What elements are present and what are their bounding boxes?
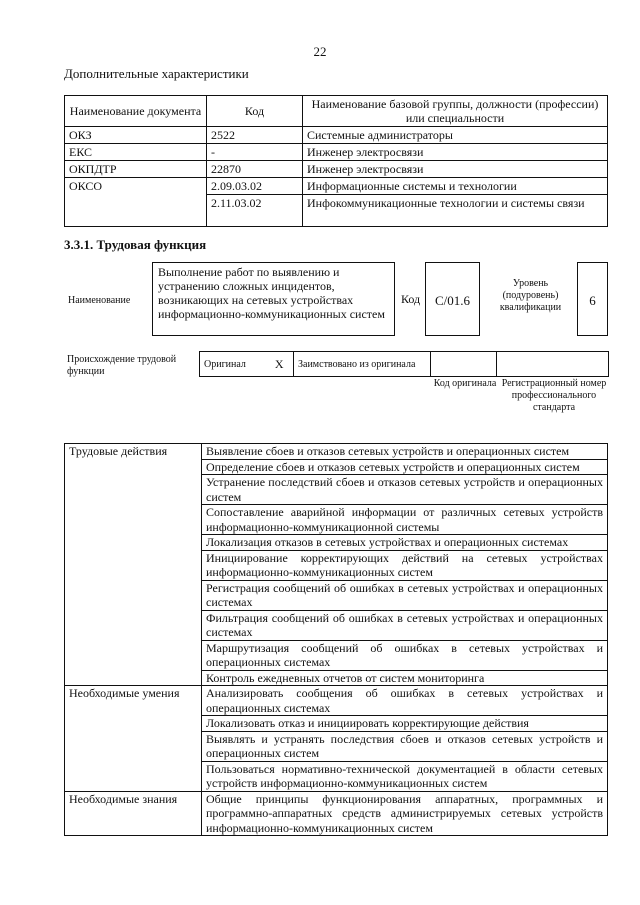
list-item: Фильтрация сообщений об ошибках в сетевых устройствах и операционных системах xyxy=(202,610,608,640)
cell-doc: ОКЗ xyxy=(65,127,207,144)
cell-code: 2.11.03.02 xyxy=(207,195,303,227)
cell-name: Инженер электросвязи xyxy=(303,161,608,178)
header-group-name: Наименование базовой группы, должности (профессии) или специальности xyxy=(303,96,608,127)
list-item: Локализовать отказ и инициировать корректирующие действия xyxy=(202,716,608,732)
list-item: Анализировать сообщения об ошибках в сетевых устройствах и операционных системах xyxy=(202,686,608,716)
list-item: Выявление сбоев и отказов сетевых устройств и операционных систем xyxy=(202,444,608,460)
cell-name: Инженер электросвязи xyxy=(303,144,608,161)
additional-characteristics-table xyxy=(64,95,608,227)
list-item: Выявлять и устранять последствия сбоев и отказов сетевых устройств и операционных систем xyxy=(202,731,608,761)
list-item: Контроль ежедневных отчетов от систем мониторинга xyxy=(202,670,608,686)
cell-code: 22870 xyxy=(207,161,303,178)
reg-number-cell xyxy=(497,352,609,377)
original-code-cell xyxy=(431,352,497,377)
list-item: Сопоставление аварийной информации от различных сетевых устройств информационно-коммуникационной системы xyxy=(202,505,608,535)
original-label: Оригинал xyxy=(200,352,266,377)
cell-name: Инфокоммуникационные технологии и системы связи xyxy=(303,195,608,227)
table-row xyxy=(65,161,608,178)
required-knowledge-label: Необходимые знания xyxy=(65,791,202,836)
origin-table xyxy=(199,351,609,377)
list-item: Маршрутизация сообщений об ошибках в сетевых устройствах и операционных системах xyxy=(202,640,608,670)
list-item: Определение сбоев и отказов сетевых устройств и операционных систем xyxy=(202,459,608,475)
cell-name: Системные администраторы xyxy=(303,127,608,144)
table-row xyxy=(65,178,608,195)
cell-doc: ЕКС xyxy=(65,144,207,161)
function-code-label: Код xyxy=(401,292,421,306)
original-code-label: Код оригинала xyxy=(433,378,497,389)
cell-name: Информационные системы и технологии xyxy=(303,178,608,195)
borrowed-label: Заимствовано из оригинала xyxy=(294,352,431,377)
cell-code: 2.09.03.02 xyxy=(207,178,303,195)
header-code: Код xyxy=(207,96,303,127)
registration-number-label: Регистрационный номер профессионального стандарта xyxy=(501,378,607,413)
labor-function-title: 3.3.1. Трудовая функция xyxy=(64,237,207,252)
function-origin-label: Происхождение трудовой функции xyxy=(67,354,177,377)
list-item: Пользоваться нормативно-технической документацией в области сетевых устройств информационно-коммуникационных систем xyxy=(202,761,608,791)
header-document: Наименование документа xyxy=(65,96,207,127)
list-item: Инициирование корректирующих действий на сетевых устройствах информационно-коммуникационных систем xyxy=(202,550,608,580)
function-code-value: C/01.6 xyxy=(425,262,480,336)
required-skills-label: Необходимые умения xyxy=(65,686,202,792)
list-item: Регистрация сообщений об ошибках в сетевых устройствах и операционных системах xyxy=(202,580,608,610)
list-item: Локализация отказов в сетевых устройствах и операционных системах xyxy=(202,535,608,551)
list-item: Устранение последствий сбоев и отказов сетевых устройств и операционных систем xyxy=(202,475,608,505)
qualification-level-value: 6 xyxy=(577,262,608,336)
qualification-level-label: Уровень (подуровень) квалификации xyxy=(499,278,562,313)
table-row xyxy=(65,144,608,161)
page-number: 22 xyxy=(313,44,327,59)
cell-doc: ОКСО xyxy=(65,178,207,227)
cell-code: 2522 xyxy=(207,127,303,144)
cell-code: - xyxy=(207,144,303,161)
cell-doc: ОКПДТР xyxy=(65,161,207,178)
list-item: Общие принципы функционирования аппаратных, программных и программно-аппаратных средств администрируемых сетевых устройств информационно-коммуникационных систем xyxy=(202,791,608,836)
original-mark: X xyxy=(266,352,294,377)
additional-characteristics-title: Дополнительные характеристики xyxy=(64,66,249,81)
function-name-label: Наименование xyxy=(68,295,131,306)
labor-actions-label: Трудовые действия xyxy=(65,444,202,686)
function-details-table xyxy=(64,443,608,836)
function-name-value: Выполнение работ по выявлению и устранению сложных инцидентов, возникающих на сетевых устройствах информационно-коммуникационных систем xyxy=(152,262,395,336)
table-row xyxy=(65,127,608,144)
